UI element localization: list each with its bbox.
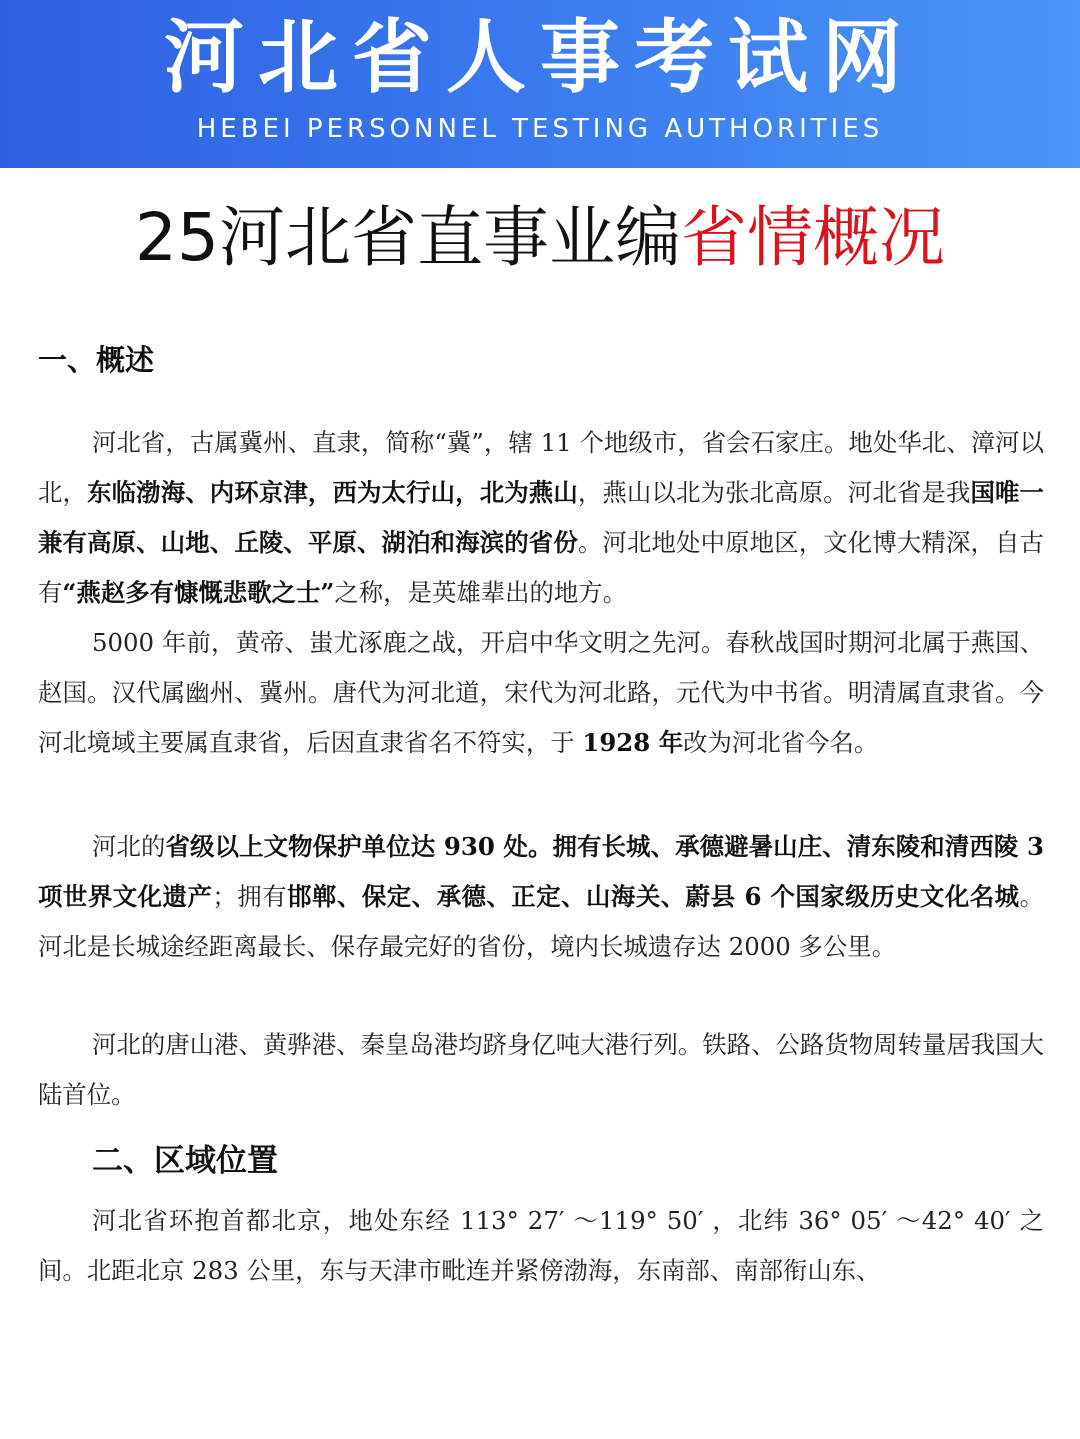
text-run: ；拥有 — [212, 882, 288, 911]
text-run: 河北的 — [92, 832, 166, 861]
document-title — [0, 196, 1080, 280]
document-title-red: 省情概况 — [680, 199, 945, 276]
section-1-paragraph-4 — [38, 1020, 1044, 1120]
text-run: 5000 年前，黄帝、蚩尤涿鹿之战，开启中华文明之先河。春秋战国时期河北属于燕国、赵国。汉代属幽州、冀州。唐代为河北道，宋代为河北路，元代为中书省。明清属直隶省。今河北境域主要属直隶省，后因直隶省名不符实，于 — [38, 628, 1044, 757]
bold-text-run: 国唯一兼有高原、山地、丘陵、平原、湖泊和海滨的省份 — [38, 478, 1044, 557]
section-2-heading: 二、区域位置 — [92, 1143, 278, 1179]
section-1-paragraph-2 — [38, 618, 1044, 768]
text-run: ，燕山以北为张北高原。河北省是我 — [577, 478, 971, 507]
site-subtitle: HEBEI PERSONNEL TESTING AUTHORITIES — [196, 114, 884, 144]
section-1-paragraph-3 — [38, 822, 1044, 972]
section-2-paragraph-1 — [38, 1196, 1044, 1296]
bold-text-run: 东临渤海、内环京津，西为太行山，北为燕山 — [87, 478, 578, 507]
site-title: 河北省人事考试网 — [164, 11, 916, 104]
text-run: 河北省，古属冀州、直隶，简称“冀”，辖 11 个地级市，省会石家庄。地处华北、漳河以北， — [38, 428, 1044, 507]
text-run: 之称，是英雄辈出的地方。 — [334, 578, 628, 607]
text-run: 。河北是长城途经距离最长、保存最完好的省份，境内长城遗存达 2000 多公里。 — [38, 882, 1044, 961]
text-run: 改为河北省今名。 — [683, 728, 879, 757]
section-1-paragraph-1 — [38, 418, 1044, 618]
bold-text-run: “燕赵多有慷慨悲歌之士” — [62, 578, 335, 607]
text-run: 河北的唐山港、黄骅港、秦皇岛港均跻身亿吨大港行列。铁路、公路货物周转量居我国大陆首位。 — [38, 1030, 1044, 1109]
bold-text-run: 省级以上文物保护单位达 930 处。拥有长城、承德避暑山庄、清东陵和清西陵 3 项世界文化遗产 — [38, 832, 1044, 911]
document-title-black: 25河北省直事业编 — [135, 199, 681, 276]
bold-text-run: 1928 年 — [582, 728, 684, 757]
text-run: 河北省环抱首都北京，地处东经 113° 27′ ～119° 50′ ，北纬 36° 05′ ～42° 40′ 之间。北距北京 283 公里，东与天津市毗连并紧傍渤海，东南部、南部衔山东、 — [38, 1206, 1044, 1285]
section-1-heading: 一、概述 — [38, 343, 155, 377]
site-banner — [0, 0, 1080, 168]
bold-text-run: 邯郸、保定、承德、正定、山海关、蔚县 6 个国家级历史文化名城 — [287, 882, 1020, 911]
text-run: 。河北地处中原地区，文化博大精深，自古有 — [38, 528, 1044, 607]
